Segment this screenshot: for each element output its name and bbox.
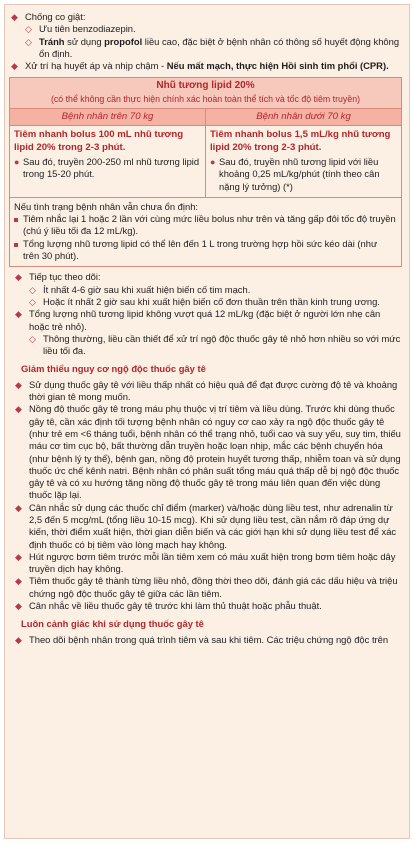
bullet-dot-icon: ● [14,156,20,167]
footer-intro: Nếu tình trạng bệnh nhân vẫn chưa ổn định: [14,200,199,212]
box-subtitle: (có thể không cần thực hiện chính xác hoàn toàn thể tích và tốc độ tiêm truyền) [50,93,361,104]
diamond-bullet-icon: ◆ [15,601,22,612]
diamond-bullet-icon: ◆ [15,576,22,587]
list-item: ◇ Ít nhất 4-6 giờ sau khi xuất hiện biến cố tim mạch. [29,283,251,295]
square-bullet-icon [14,238,18,250]
diamond-bullet-icon: ◆ [15,309,22,320]
diamond-outline-icon: ◇ [29,333,36,344]
list-item: ◆ Tiếp tục theo dõi: [15,271,101,283]
list-item: ◆ Hút ngược bơm tiêm trước mỗi lần tiêm xem có máu xuất hiện trong bơm tiêm hoặc dây truyền dịch hay không. [15,550,396,575]
section-heading-vigilance: Luôn cảnh giác khi sử dụng thuốc gây tê [21,618,204,630]
column-under-70kg [205,109,401,197]
list-item: Tiêm nhắc lại 1 hoặc 2 lần với cùng mức liều bolus như trên và tăng gấp đôi tốc độ truyền (chú ý liều tối đa 12 mL/kg). [14,213,396,238]
main-section [5,271,409,646]
box-footer [10,197,401,266]
list-item: ◆ Chống co giật: [11,11,86,22]
list-item: ◇ Tránh sử dụng propofol liều cao, đặc biệt ở bệnh nhân có thông số huyết động không ổn định. [25,35,400,59]
list-item: ◆ Sử dụng thuốc gây tê với liều thấp nhất có hiệu quả để đạt được cường độ tê và khoảng thời gian tê mong muốn. [15,378,398,403]
bolus-instruction: Tiêm nhanh bolus 1,5 mL/kg nhũ tương lipid 20% trong 2-3 phút. [210,129,391,153]
bullet-dot-icon: ● [210,156,216,167]
box-title: Nhũ tương lipid 20% [156,80,255,92]
lipid-emulsion-box [9,77,402,267]
list-item: ◆ Tổng lượng nhũ tương lipid không vượt quá 12 mL/kg (đặc biệt ở người lớn nhẹ cân hoặc trẻ nhỏ). [15,308,381,332]
diamond-outline-icon: ◇ [29,284,36,295]
list-item: ◆ Nồng độ thuốc gây tê trong máu phụ thuộc vị trí tiêm và liều dùng. Trước khi dùng thuốc gây tê, cần xác định tối tượng bệnh nhân có nguy cơ cao xảy ra ngộ độc thuốc gây tê (như trẻ em <6 tháng tuổi, bệnh nhân có thể trạng nhỏ, tuổi cao và suy yếu, suy tim, thiếu máu cơ tim cục bộ, bất thường dẫn truyền hoặc loạn nhịp, mắc các bệnh chuyển hóa (như bệnh lý ty thể), bệnh gan, nồng độ protein huyết tương thấp, nhiễm toan và sử dụng thuốc ức chế kênh natri. Bệnh nhân có phân suất tống máu quá thấp dễ bị ngộ độc thuốc gây tê và có xu hướng tăng nồng độ thuốc gây tê trong máu liên quan đến việc dùng thuốc lặp lại. [15,403,401,501]
column-over-70kg [10,109,205,197]
column-header: Bệnh nhân dưới 70 kg [206,109,401,126]
diamond-outline-icon: ◇ [29,296,36,307]
bolus-instruction: Tiêm nhanh bolus 100 mL nhũ tương lipid 20% trong 2-3 phút. [14,129,184,153]
diamond-bullet-icon: ◆ [11,12,18,22]
diamond-bullet-icon: ◆ [15,551,22,562]
diamond-bullet-icon: ◆ [11,61,18,72]
section-heading-risk: Giảm thiểu nguy cơ ngộ độc thuốc gây tê [21,363,206,375]
box-columns [10,109,401,197]
box-header [10,78,401,109]
diamond-bullet-icon: ◆ [15,379,22,390]
list-item: ◆ Cân nhắc sử dụng các thuốc chỉ điểm (marker) và/hoặc dùng liều test, như adrenalin từ 2,5 đến 5 mcg/mL (tổng liều 10-15 mcg). Khi sử dụng liều test, cần nắm rõ đáp ứng dự kiến, thời điểm xuất hiện, thời gian diễn biến và các giới hạn khi sử dụng liều test để xác định thuốc có bị tiêm vào lòng mạch hay không. [15,501,397,550]
list-item: ◆ Xử trí hạ huyết áp và nhịp chậm - Nếu mất mạch, thực hiện Hồi sinh tim phổi (CPR). [11,60,389,72]
list-item: ◆ Theo dõi bệnh nhân trong quá trình tiêm và sau khi tiêm. Các triệu chứng ngộ độc trên [15,633,389,645]
list-item: ◆ Tiêm thuốc gây tê thành từng liều nhỏ, đồng thời theo dõi, đánh giá các dấu hiệu và triệu chứng ngộ độc thuốc gây tê giữa các lần tiêm. [15,575,398,599]
list-item: ◆ Cân nhắc về liều thuốc gây tê trước khi làm thủ thuật hoặc phẫu thuật. [15,600,322,612]
diamond-bullet-icon: ◆ [15,502,22,513]
list-item: ◇ Hoặc ít nhất 2 giờ sau khi xuất hiện biến cố đơn thuần trên thần kinh trung ương. [29,295,380,307]
diamond-outline-icon: ◇ [25,24,32,35]
diamond-bullet-icon: ◆ [15,634,22,645]
diamond-bullet-icon: ◆ [15,404,22,415]
diamond-bullet-icon: ◆ [15,272,22,283]
top-section [5,5,409,72]
list-item: Tổng lượng nhũ tương lipid có thể lên đến 1 L trong trường hợp hồi sức kéo dài (như trên 30 phút). [14,238,396,263]
diamond-outline-icon: ◇ [25,36,32,47]
column-header: Bệnh nhân trên 70 kg [10,109,205,126]
list-item: ◇ Thông thường, liều cần thiết để xử trí ngộ độc thuốc gây tê nhỏ hơn nhiều so với mức liều tối đa. [29,332,401,357]
square-bullet-icon [14,213,18,225]
list-item: ● Sau đó, truyền nhũ tương lipid với liều khoảng 0,25 mL/kg/phút (tính theo cân nặng lý tưởng) (*) [210,155,380,192]
document-page [4,4,410,839]
list-item: ◇ Ưu tiên benzodiazepin. [25,23,136,35]
list-item: ● Sau đó, truyền 200-250 ml nhũ tương lipid trong 15-20 phút. [14,155,200,180]
